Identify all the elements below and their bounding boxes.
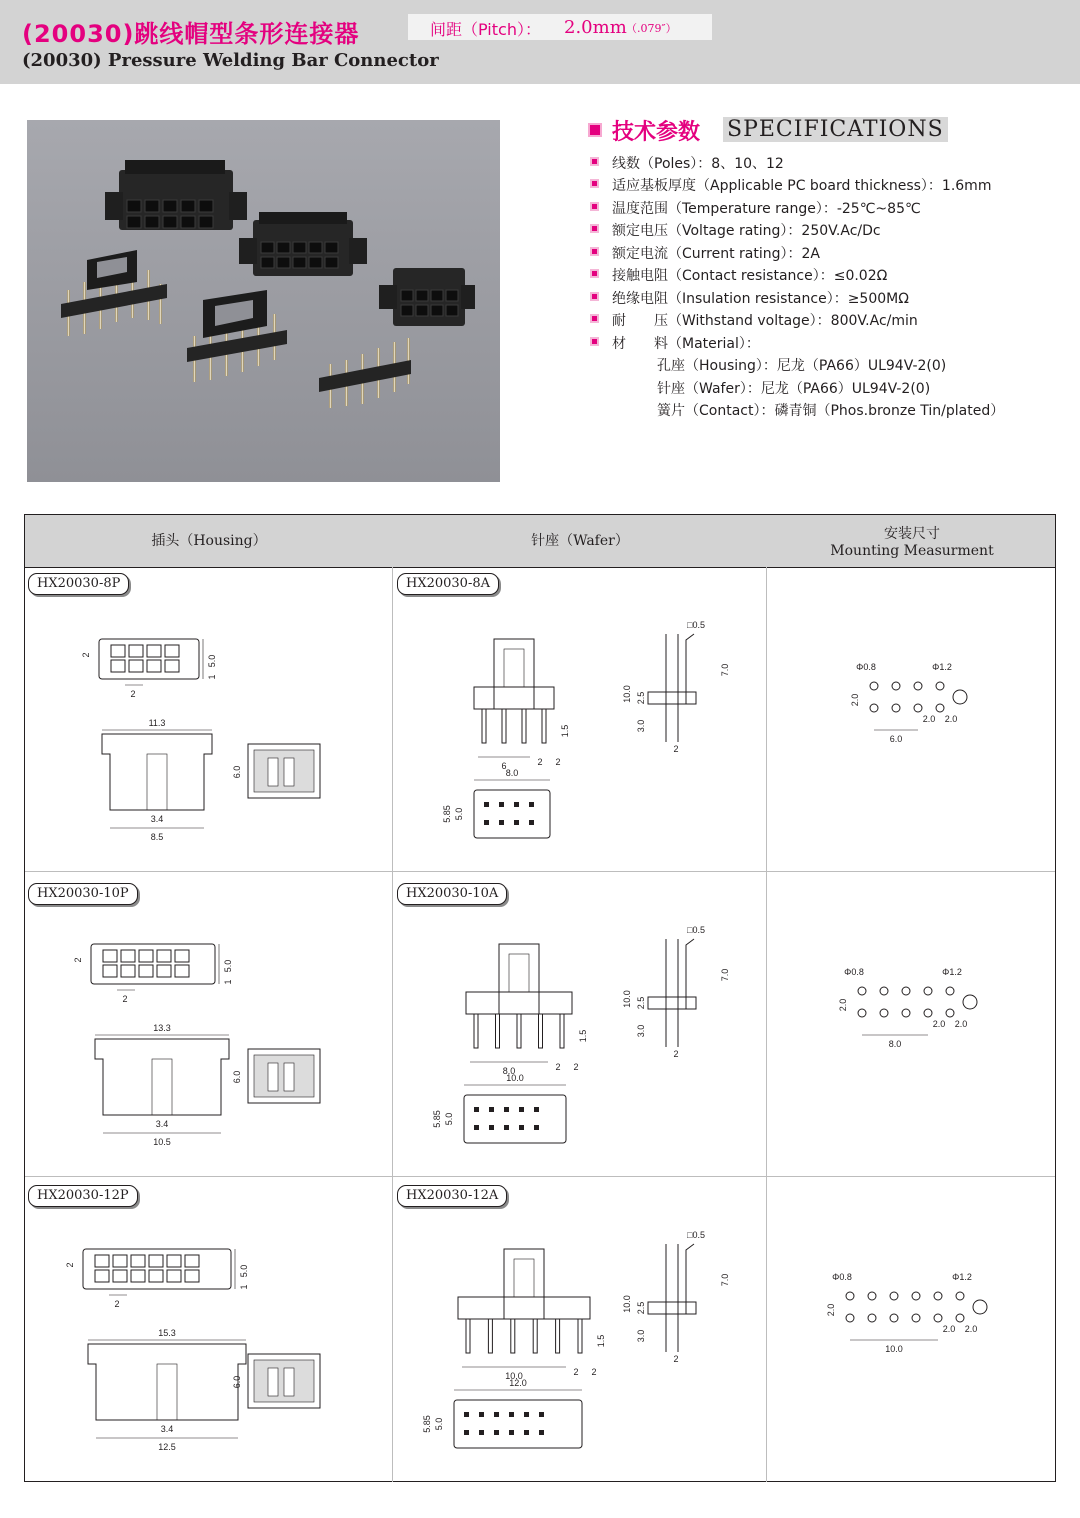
mount-hole: [936, 704, 944, 712]
hole-pitch-dim: 2.0: [944, 714, 958, 724]
pin-hole: [529, 820, 534, 825]
product-photo: [27, 120, 500, 482]
depth-dim: 5.85: [442, 805, 452, 823]
pin-square-dim: □0.5: [687, 925, 705, 935]
contact-cavity: [149, 1255, 163, 1267]
pin-span-dim: 10.0: [505, 1371, 523, 1381]
pin: [556, 1319, 560, 1353]
depth-dim: 6.0: [232, 1375, 242, 1389]
pin-square-dim: □0.5: [687, 1230, 705, 1240]
pin-pitch-dim: 2: [673, 1049, 679, 1059]
pin: [542, 709, 546, 743]
mount-hole: [880, 1009, 888, 1017]
pin-pitch-dim: 2: [673, 744, 679, 754]
hole-small-dim: Φ0.8: [844, 967, 864, 977]
bullet-icon: [590, 292, 599, 301]
depth-dim: 5.85: [422, 1415, 432, 1433]
hole-big-dim: Φ1.2: [942, 967, 962, 977]
pin-pitch-dim: 2: [555, 1062, 561, 1072]
contact-cavity: [175, 950, 189, 962]
contact-cavity: [95, 1270, 109, 1282]
wafer-model-label: HX20030-12A: [397, 1185, 507, 1207]
housing-photo-1: [105, 160, 247, 230]
pin: [474, 1014, 478, 1048]
wafer-bottom-view: [474, 790, 550, 838]
housing-model-label: HX20030-12P: [28, 1185, 138, 1207]
pitch-dim: 2: [73, 957, 83, 963]
pin-span-dim: 6: [501, 761, 507, 771]
pitch-dim: 2: [81, 652, 91, 658]
material-row: 针座（Wafer）：尼龙（PA66）UL94V-2(0): [657, 381, 931, 397]
bullet-icon: [590, 269, 599, 278]
pin-span-dim: 8.0: [502, 1066, 516, 1076]
spec-heading: [585, 115, 965, 145]
dim-2-5: 2.5: [636, 996, 646, 1010]
pin-pitch-dim: 2: [573, 1367, 579, 1377]
pin: [466, 1319, 470, 1353]
hole-big-dim: Φ1.2: [932, 662, 952, 672]
pin-hole: [489, 1107, 494, 1112]
wafer-length-dim: 12.0: [509, 1378, 527, 1388]
latch-side: [686, 939, 694, 1009]
wafer-model-label: HX20030-8A: [397, 573, 499, 595]
one-dim: 1: [239, 1284, 249, 1290]
side-contact: [268, 1063, 278, 1091]
col-wafer: 针座（Wafer）: [531, 533, 629, 549]
mount-hole: [912, 1314, 920, 1322]
length-dim: 11.3: [148, 718, 166, 728]
bullet-icon: [590, 179, 599, 188]
housing-top-view: [102, 734, 212, 810]
contact-cavity: [121, 965, 135, 977]
page-header: [0, 0, 1080, 84]
dim-3-0: 3.0: [636, 719, 646, 733]
bullet-icon: [590, 337, 599, 346]
pin-square-dim: □0.5: [687, 620, 705, 630]
hole-small-dim: Φ0.8: [832, 1272, 852, 1282]
wafer-bottom-view: [464, 1095, 566, 1143]
mount-hole: [892, 682, 900, 690]
contact-cavity: [185, 1255, 199, 1267]
pitch-dim: 2: [65, 1262, 75, 1268]
pin-hole: [529, 802, 534, 807]
contact-cavity: [157, 950, 171, 962]
mount-hole-large: [963, 995, 977, 1009]
total-height-dim: 10.0: [622, 990, 632, 1008]
window-dim: 3.4: [150, 814, 164, 824]
depth-dim: 6.0: [232, 765, 242, 779]
housing-top-view: [88, 1344, 246, 1420]
pin-hole: [509, 1412, 514, 1417]
depth-dim: 5.0: [434, 1417, 444, 1431]
pin: [539, 1014, 543, 1048]
contact-cavity: [129, 660, 143, 672]
depth-dim: 5.85: [432, 1110, 442, 1128]
height-dim: 5.0: [207, 654, 217, 668]
length-dim: 15.3: [158, 1328, 176, 1338]
spec-heading-en: SPECIFICATIONS: [723, 117, 948, 142]
mount-span-dim: 8.0: [888, 1039, 902, 1049]
contact-cavity: [103, 965, 117, 977]
mount-hole: [858, 1009, 866, 1017]
hole-small-dim: Φ0.8: [856, 662, 876, 672]
pin-pitch-dim: 2: [591, 1367, 597, 1377]
window-slot: [147, 754, 167, 810]
contact-cavity: [157, 965, 171, 977]
mount-hole: [892, 704, 900, 712]
pin-pitch-dim: 2: [555, 757, 561, 767]
contact-cavity: [129, 645, 143, 657]
hole-pitch-dim: 2.0: [942, 1324, 956, 1334]
bullet-icon: [590, 202, 599, 211]
mount-hole: [880, 987, 888, 995]
mount-hole: [890, 1314, 898, 1322]
pitch-inch: （.079″）: [626, 22, 677, 35]
bullet-icon: [590, 224, 599, 233]
pin-hole: [474, 1107, 479, 1112]
pin-hole: [514, 802, 519, 807]
col-mount-cn: 安装尺寸: [884, 526, 940, 542]
side-contact: [268, 1368, 278, 1396]
material-row: 簧片（Contact）：磷青铜（Phos.bronze Tin/plated）: [657, 403, 1005, 419]
wafer-latch-window: [514, 1259, 534, 1297]
pin-hole: [509, 1430, 514, 1435]
length-dim: 13.3: [153, 1023, 171, 1033]
hole-pitch-dim: 2.0: [826, 1303, 836, 1317]
pin-hole: [499, 802, 504, 807]
window-dim: 3.4: [155, 1119, 169, 1129]
pin-pitch-dim: 2: [573, 1062, 579, 1072]
housing-model-label: HX20030-10P: [28, 883, 138, 905]
wafer-latch: [504, 1249, 544, 1319]
mount-hole: [868, 1314, 876, 1322]
wafer-length-dim: 8.0: [505, 768, 519, 778]
latch-side: [686, 634, 694, 704]
pitch-dim: 2: [122, 994, 128, 1004]
contact-cavity: [167, 1255, 181, 1267]
base-dim: 12.5: [158, 1442, 176, 1452]
contact-cavity: [165, 645, 179, 657]
pin: [560, 1014, 564, 1048]
pin-hole: [519, 1107, 524, 1112]
contact-cavity: [139, 965, 153, 977]
bullet-icon: [590, 157, 599, 166]
mount-span-dim: 6.0: [889, 734, 903, 744]
side-contact: [284, 1063, 294, 1091]
mount-hole: [934, 1314, 942, 1322]
dim-2-5: 2.5: [636, 691, 646, 705]
depth-dim: 5.0: [444, 1112, 454, 1126]
total-height-dim: 10.0: [622, 685, 632, 703]
contact-cavity: [147, 645, 161, 657]
pin: [482, 709, 486, 743]
contact-cavity: [131, 1255, 145, 1267]
pin-hole: [494, 1412, 499, 1417]
contact-cavity: [95, 1255, 109, 1267]
mount-hole: [858, 987, 866, 995]
contact-cavity: [121, 950, 135, 962]
hole-pitch-dim: 2.0: [932, 1019, 946, 1029]
hole-pitch-dim: 2.0: [922, 714, 936, 724]
wafer-latch-window: [509, 954, 529, 992]
pitch-label: 间距（Pitch）：: [430, 20, 541, 39]
height-dim: 5.0: [223, 959, 233, 973]
mount-hole: [846, 1314, 854, 1322]
window-slot: [152, 1059, 172, 1115]
mount-hole: [914, 704, 922, 712]
title-en: (20030) Pressure Welding Bar Connector: [22, 50, 439, 71]
pin-hole: [474, 1125, 479, 1130]
base-dim: 10.5: [153, 1137, 171, 1147]
mount-hole: [936, 682, 944, 690]
pin-hole: [494, 1430, 499, 1435]
pitch-dim: 2: [130, 689, 136, 699]
mount-hole: [934, 1292, 942, 1300]
pin-hole: [524, 1412, 529, 1417]
pin-hole: [484, 820, 489, 825]
wafer-bottom-view: [454, 1400, 582, 1448]
wafer-latch-window: [504, 649, 524, 687]
material-row: 孔座（Housing）：尼龙（PA66）UL94V-2(0): [657, 358, 947, 374]
pin: [502, 709, 506, 743]
housing-top-view: [95, 1039, 229, 1115]
pin-hole: [514, 820, 519, 825]
tail-dim: 1.5: [560, 724, 570, 738]
contact-cavity: [113, 1255, 127, 1267]
wafer-body: [458, 1297, 590, 1319]
mount-hole-large: [953, 690, 967, 704]
bullet-icon: [590, 247, 599, 256]
contact-cavity: [103, 950, 117, 962]
height-dim: 5.0: [239, 1264, 249, 1278]
wafer-side-body: [648, 1302, 696, 1314]
mount-hole: [902, 987, 910, 995]
pin-hole: [524, 1430, 529, 1435]
wafer-latch: [494, 639, 534, 709]
depth-dim: 5.0: [454, 807, 464, 821]
wafer-model-label: HX20030-10A: [397, 883, 507, 905]
mount-hole: [902, 1009, 910, 1017]
pin-hole: [519, 1125, 524, 1130]
pin-hole: [504, 1125, 509, 1130]
mount-hole: [946, 1009, 954, 1017]
pin-hole: [539, 1412, 544, 1417]
tail-dim: 1.5: [578, 1029, 588, 1043]
side-contact: [268, 758, 278, 786]
pin-hole: [479, 1412, 484, 1417]
hole-pitch-dim: 2.0: [964, 1324, 978, 1334]
bullet-icon: [588, 123, 602, 137]
housing-photo-3: [379, 268, 475, 326]
side-contact: [284, 758, 294, 786]
contact-cavity: [167, 1270, 181, 1282]
pin-hole: [464, 1430, 469, 1435]
wafer-body: [466, 992, 572, 1014]
contact-cavity: [111, 660, 125, 672]
pin: [488, 1319, 492, 1353]
mount-hole: [924, 987, 932, 995]
contact-cavity: [175, 965, 189, 977]
pin-hole: [499, 820, 504, 825]
pin: [533, 1319, 537, 1353]
bullet-icon: [590, 314, 599, 323]
pin: [511, 1319, 515, 1353]
contact-cavity: [185, 1270, 199, 1282]
pin-pitch-dim: 2: [537, 757, 543, 767]
contact-cavity: [113, 1270, 127, 1282]
col-mount-en: Mounting Measurment: [830, 543, 994, 559]
mount-hole: [912, 1292, 920, 1300]
wafer-side-body: [648, 997, 696, 1009]
window-slot: [157, 1364, 177, 1420]
pin-hole: [479, 1430, 484, 1435]
mount-hole: [914, 682, 922, 690]
pin-hole: [489, 1125, 494, 1130]
hole-pitch-dim: 2.0: [954, 1019, 968, 1029]
mount-span-dim: 10.0: [885, 1344, 903, 1354]
mount-hole: [870, 682, 878, 690]
pin-hole: [484, 802, 489, 807]
top-height-dim: 7.0: [720, 968, 730, 982]
pitch-value: 2.0mm: [564, 17, 627, 38]
pin: [522, 709, 526, 743]
dim-3-0: 3.0: [636, 1329, 646, 1343]
pin: [578, 1319, 582, 1353]
contact-cavity: [139, 950, 153, 962]
mount-hole: [846, 1292, 854, 1300]
mount-hole: [890, 1292, 898, 1300]
mount-hole: [868, 1292, 876, 1300]
pin: [496, 1014, 500, 1048]
pin: [517, 1014, 521, 1048]
depth-dim: 6.0: [232, 1070, 242, 1084]
top-height-dim: 7.0: [720, 663, 730, 677]
mount-hole: [870, 704, 878, 712]
mount-hole: [946, 987, 954, 995]
dim-3-0: 3.0: [636, 1024, 646, 1038]
col-housing: 插头（Housing）: [151, 533, 267, 549]
pin-pitch-dim: 2: [673, 1354, 679, 1364]
hole-pitch-dim: 2.0: [850, 693, 860, 707]
title-cn: (20030)跳线帽型条形连接器: [22, 20, 360, 48]
technical-drawings: [24, 514, 1056, 1482]
one-dim: 1: [223, 979, 233, 985]
dim-2-5: 2.5: [636, 1301, 646, 1315]
one-dim: 1: [207, 674, 217, 680]
mount-hole-large: [973, 1300, 987, 1314]
total-height-dim: 10.0: [622, 1295, 632, 1313]
latch-side: [686, 1244, 694, 1314]
contact-cavity: [149, 1270, 163, 1282]
pin-hole: [464, 1412, 469, 1417]
wafer-length-dim: 10.0: [506, 1073, 524, 1083]
side-contact: [284, 1368, 294, 1396]
spec-heading-cn: 技术参数: [612, 120, 701, 145]
hole-big-dim: Φ1.2: [952, 1272, 972, 1282]
wafer-body: [474, 687, 554, 709]
base-dim: 8.5: [150, 832, 164, 842]
housing-model-label: HX20030-8P: [28, 573, 129, 595]
window-dim: 3.4: [160, 1424, 174, 1434]
housing-photo-2: [239, 212, 367, 276]
contact-cavity: [131, 1270, 145, 1282]
pin-hole: [534, 1125, 539, 1130]
contact-cavity: [147, 660, 161, 672]
top-height-dim: 7.0: [720, 1273, 730, 1287]
pitch-dim: 2: [114, 1299, 120, 1309]
pin-hole: [539, 1430, 544, 1435]
contact-cavity: [111, 645, 125, 657]
pin-hole: [534, 1107, 539, 1112]
hole-pitch-dim: 2.0: [838, 998, 848, 1012]
wafer-latch: [499, 944, 539, 1014]
mount-hole: [956, 1292, 964, 1300]
pin-hole: [504, 1107, 509, 1112]
contact-cavity: [165, 660, 179, 672]
mount-hole: [924, 1009, 932, 1017]
wafer-side-body: [648, 692, 696, 704]
mount-hole: [956, 1314, 964, 1322]
tail-dim: 1.5: [596, 1334, 606, 1348]
pitch-box: [408, 14, 712, 40]
